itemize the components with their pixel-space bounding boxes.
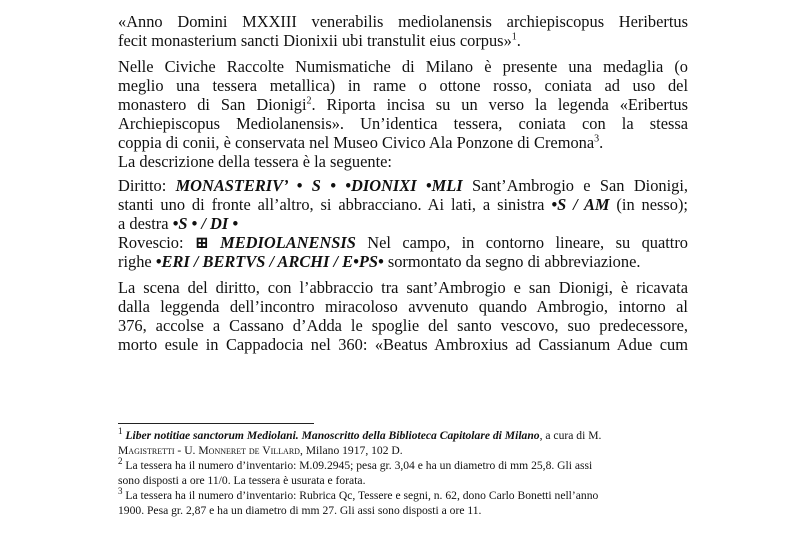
text-segment: a destra: [118, 214, 173, 233]
footnote-divider: [118, 423, 314, 424]
text-segment: , a cura di M.: [539, 429, 602, 442]
text-line: [118, 133, 688, 152]
footnote-text: sono disposti a ore 11/0. La tessera è usurata e forata.: [118, 474, 366, 487]
text-line: Archiepiscopus Mediolanensis». Un’identica tessera, coniata con la stessa: [118, 114, 688, 133]
description-paragraph: [118, 57, 688, 171]
text-segment: (in nesso);: [609, 195, 688, 214]
footnote-ref: 3: [594, 133, 600, 145]
text-segment: Sant’Ambrogio e San Dionigi,: [462, 176, 689, 195]
text-line: [118, 214, 688, 233]
text-line: «Anno Domini MXXIII venerabilis mediolanensis archiepiscopus Heribertus: [118, 12, 688, 31]
quote-text: fecit monasterium sancti Dionixii ubi transtulit eius corpus»: [118, 31, 512, 50]
punctuation: .: [599, 133, 604, 152]
reverse-legend: ⊞ MEDIOLANENSIS: [194, 233, 356, 252]
text-line: [118, 195, 688, 214]
text-line: morto esule in Cappadocia nel 360: «Beatus Ambroxius ad Cassianum Adue cum: [118, 335, 688, 354]
text-line: Nelle Civiche Raccolte Numismatiche di Milano è presente una medaglia (o: [118, 57, 688, 76]
right-legend: •S • / DI •: [172, 214, 239, 233]
footnote-number: 2: [118, 456, 123, 467]
text-segment: Nel campo, in contorno lineare, su quattro: [355, 233, 688, 252]
footnote-ref: 2: [306, 95, 312, 107]
author-name: Monneret de Villard: [198, 444, 300, 457]
obverse-line: [118, 176, 688, 195]
footnote-2: [118, 458, 690, 488]
footnote-text: La tessera ha il numero d’inventario: M.09.2945; pesa gr. 3,04 e ha un diametro di mm 25,8. Gli assi: [125, 459, 593, 472]
text-line: dalla leggenda dell’incontro miracoloso avvenuto quando Ambrogio, intorno al: [118, 297, 688, 316]
quote-paragraph: [118, 12, 688, 50]
text-line: La scena del diritto, con l’abbraccio tra sant’Ambrogio e san Dionigi, è ricavata: [118, 278, 688, 297]
text-segment: , Milano 1917, 102 D.: [299, 444, 403, 457]
footnote-title: Liber notitiae sanctorum Mediolani. Manoscritto della Biblioteca Capitolare di Milano: [125, 429, 540, 442]
text-segment: . Riporta incisa su un verso la legenda «Eribertus: [311, 95, 688, 114]
text-line: meglio una tessera metallica) in rame o ottone rosso, coniata ad uso del: [118, 76, 688, 95]
footnote-ref: 1: [511, 31, 517, 43]
field-legend: •ERI / BERTVS / ARCHI / E•PS•: [155, 252, 384, 271]
text-line: La descrizione della tessera è la seguente:: [118, 152, 392, 171]
text-segment: sormontato da segno di abbreviazione.: [383, 252, 641, 271]
obverse-label: Diritto:: [118, 176, 176, 195]
text-segment: stanti uno di fronte all’altro, si abbracciano. Ai lati, a sinistra: [118, 195, 552, 214]
coin-description-paragraph: [118, 176, 688, 271]
footnote-text: La tessera ha il numero d’inventario: Rubrica Qc, Tessere e segni, n. 62, dono Carlo Bonetti nell’anno: [125, 489, 599, 502]
punctuation: .: [516, 31, 521, 50]
obverse-legend: MONASTERIV’ • S • •DIONIXI •MLI: [175, 176, 463, 195]
text-segment: - U.: [174, 444, 199, 457]
footnote-3: [118, 488, 690, 518]
left-legend: •S / AM: [551, 195, 610, 214]
footnotes: [118, 428, 690, 518]
author-name: Magistretti: [118, 444, 175, 457]
text-line: 376, accolse a Cassano d’Adda le spoglie del santo vescovo, suo predecessore,: [118, 316, 688, 335]
footnote-1: [118, 428, 690, 458]
document-body: [118, 12, 688, 361]
text-segment: righe: [118, 252, 156, 271]
footnote-number: 3: [118, 486, 123, 497]
text-line: [118, 252, 688, 271]
text-line: [118, 31, 688, 50]
footnote-number: 1: [118, 426, 123, 437]
scene-paragraph: [118, 278, 688, 354]
text-segment: monastero di San Dionigi: [118, 95, 307, 114]
footnote-text: 1900. Pesa gr. 2,87 e ha un diametro di mm 27. Gli assi sono disposti a ore 11.: [118, 504, 482, 517]
text-segment: coppia di conii, è conservata nel Museo Civico Ala Ponzone di Cremona: [118, 133, 595, 152]
text-line: [118, 95, 688, 114]
reverse-line: [118, 233, 688, 252]
reverse-label: Rovescio:: [118, 233, 195, 252]
